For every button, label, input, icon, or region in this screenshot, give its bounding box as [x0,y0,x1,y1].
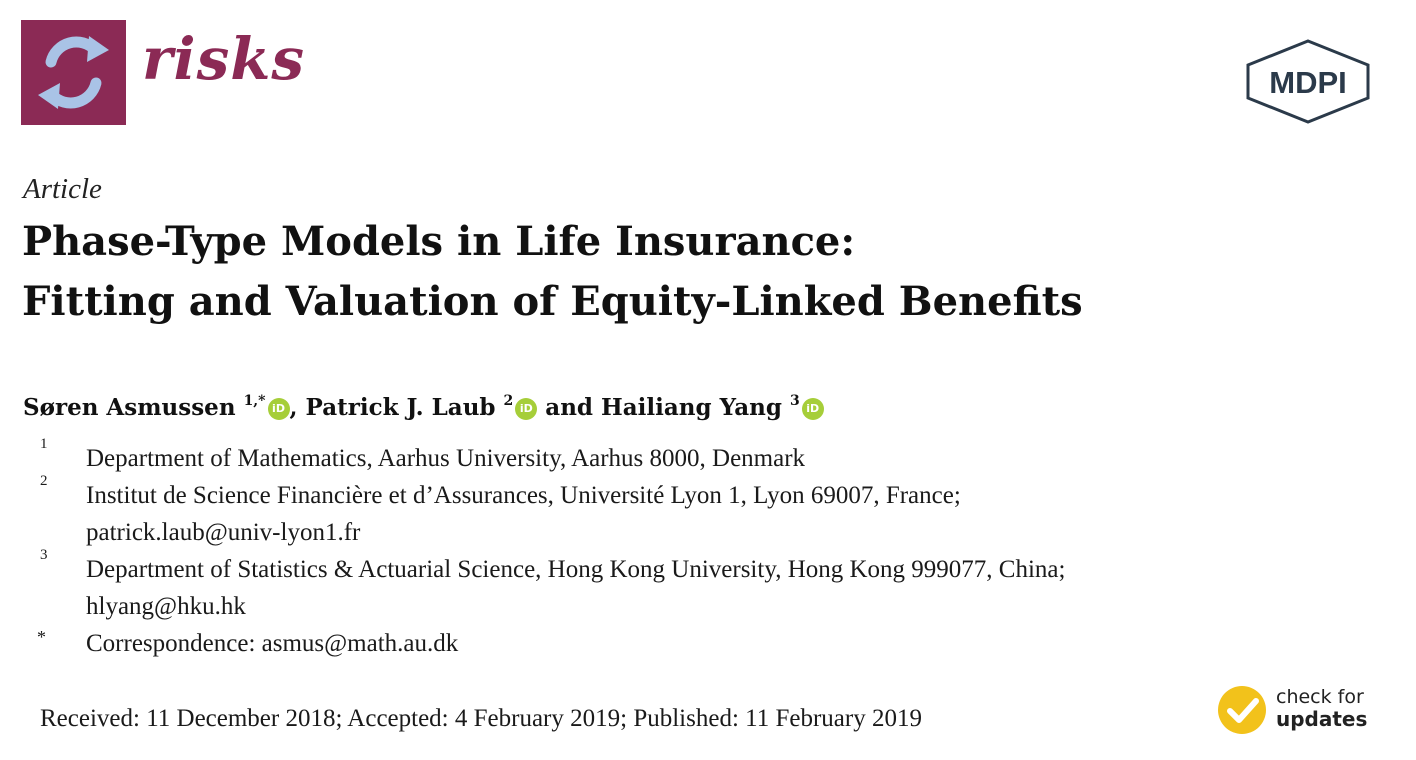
journal-name: risks [142,25,306,93]
affiliation-email[interactable]: hlyang@hku.hk [86,593,246,620]
author-separator: , [289,394,306,421]
checkmark-badge-icon [1216,684,1268,736]
affiliation-line: Department of Mathematics, Aarhus University, Aarhus 8000, Denmark [86,445,806,472]
check-updates-line1: check for [1276,686,1364,708]
orcid-icon[interactable]: iD [268,398,290,420]
check-for-updates-label [1276,686,1367,730]
author-name[interactable]: Søren Asmussen [23,394,236,421]
affiliation-line: Institut de Science Financière et d’Assurances, Université Lyon 1, Lyon 69007, France; [86,482,961,509]
recycle-arrows-icon [21,20,126,125]
correspondence-line[interactable]: Correspondence: asmus@math.au.dk [86,630,459,657]
title-line: Phase-Type Models in Life Insurance: [22,218,856,265]
author-affiliation-marker: 1,* [243,393,266,409]
affiliation-marker: 1 [40,436,48,452]
orcid-icon[interactable]: iD [515,398,537,420]
author-affiliation-marker: 2 [503,393,514,409]
author-affiliation-marker: 3 [789,393,800,409]
affiliation-text [86,477,961,551]
author-separator: and [537,394,602,421]
article-type: Article [23,173,102,205]
correspondence-marker: * [37,627,46,647]
check-updates-line2: updates [1276,707,1368,731]
affiliation-email[interactable]: patrick.laub@univ-lyon1.fr [86,519,361,546]
author-name[interactable]: Hailiang Yang [601,394,782,421]
affiliation-text [86,440,805,477]
article-title [22,212,1083,332]
title-line: Fitting and Valuation of Equity-Linked Benefits [22,278,1083,325]
publisher-logo [1244,38,1372,124]
journal-logo [21,20,126,125]
check-for-updates-button[interactable] [1216,684,1386,740]
publisher-name: MDPI [1269,65,1347,100]
affiliation-text [86,551,1065,625]
publication-dates: Received: 11 December 2018; Accepted: 4 February 2019; Published: 11 February 2019 [40,705,922,732]
correspondence-text[interactable] [86,625,458,662]
affiliation-marker: 3 [40,547,48,563]
orcid-icon[interactable]: iD [802,398,824,420]
affiliation-line: Department of Statistics & Actuarial Science, Hong Kong University, Hong Kong 999077, China; [86,556,1066,583]
affiliation-marker: 2 [40,473,48,489]
author-name[interactable]: Patrick J. Laub [305,394,496,421]
author-list [23,385,824,424]
